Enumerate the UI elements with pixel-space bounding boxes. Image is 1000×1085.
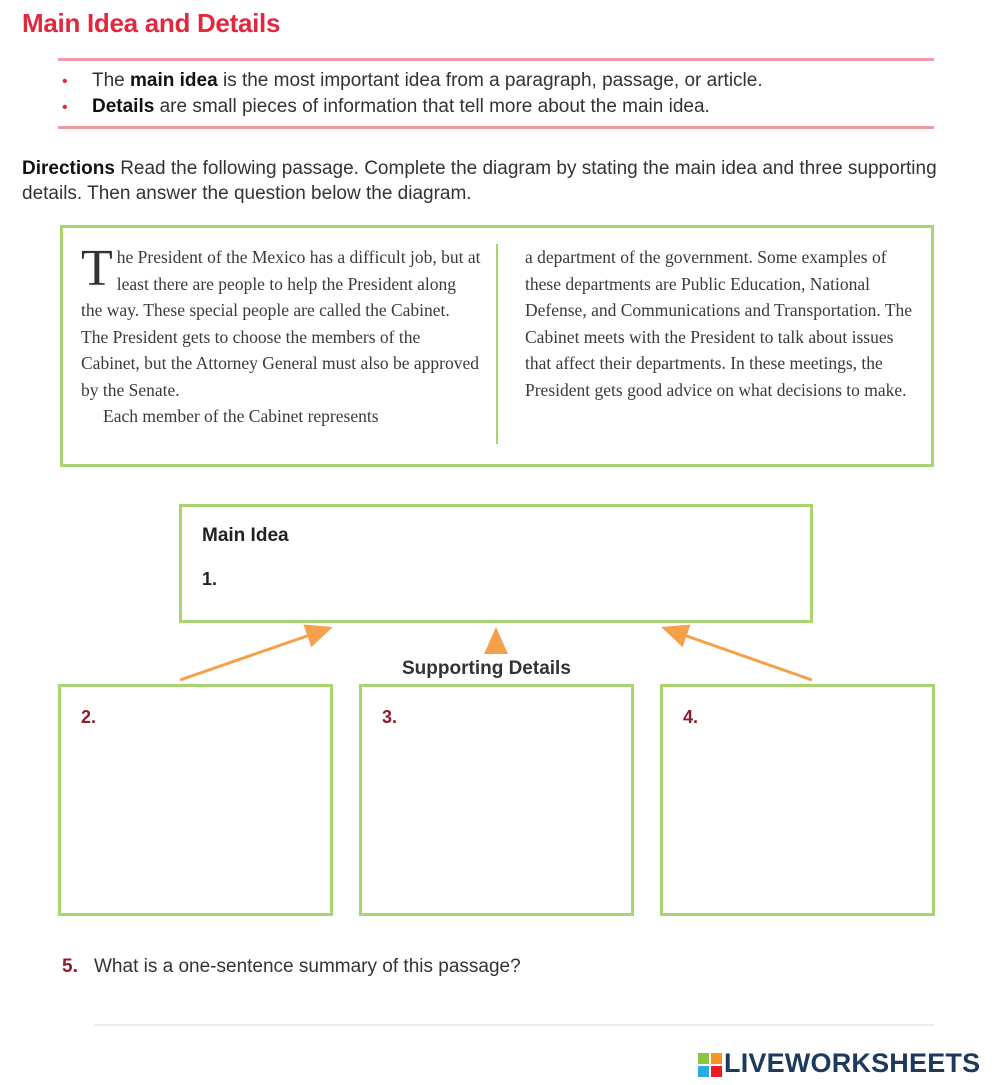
- liveworksheets-logo-icon: [698, 1053, 722, 1077]
- detail-box-2[interactable]: [58, 684, 333, 916]
- detail-number: 4.: [683, 707, 699, 727]
- answer-line[interactable]: [94, 1024, 934, 1026]
- brand-logo: [698, 1048, 980, 1079]
- bullet-main-idea: • The main idea is the most important idea from a paragraph, passage, or article.: [62, 70, 763, 91]
- main-idea-box[interactable]: [179, 504, 813, 623]
- bullet-details: • Details are small pieces of information that tell more about the main idea.: [62, 96, 710, 117]
- question-number: 5.: [62, 956, 78, 977]
- detail-number: 2.: [81, 707, 97, 727]
- detail-box-4[interactable]: [660, 684, 935, 916]
- detail-number: 3.: [382, 707, 398, 727]
- question-5: [62, 956, 521, 978]
- directions-text: Read the following passage. Complete the diagram by stating the main idea and three supporting details. Then answer the question below the diagram.: [22, 158, 937, 204]
- bold-term: main idea: [130, 70, 218, 91]
- brand-name: LIVEWORKSHEETS: [724, 1048, 981, 1078]
- arrow-left: [180, 628, 330, 680]
- bullet-dot-icon: •: [62, 99, 68, 116]
- arrow-right: [664, 628, 812, 680]
- supporting-details-label: Supporting Details: [402, 658, 571, 679]
- page-title: Main Idea and Details: [22, 8, 281, 38]
- directions-label: Directions: [22, 158, 115, 179]
- bullet-dot-icon: •: [62, 73, 68, 90]
- question-text: What is a one-sentence summary of this passage?: [94, 956, 521, 977]
- main-idea-number: 1.: [202, 569, 218, 589]
- passage-text-left-2: Each member of the Cabinet represents: [103, 406, 379, 426]
- drop-cap: T: [81, 240, 113, 297]
- main-idea-label: Main Idea: [202, 525, 289, 546]
- detail-box-3[interactable]: [359, 684, 634, 916]
- passage-text-right: a department of the government. Some examples of these departments are Public Education, National Defense, and Communications and Transportation. The Cabinet meets with the President to talk about issues that affect their departments. In these meetings, the President gets good advice on what decisions to make.: [525, 247, 913, 400]
- bold-term: Details: [92, 96, 155, 117]
- passage-text-left: he President of the Mexico has a difficult job, but at least there are people to help the President along the way. These special people are called the Cabinet. The President gets to choose the members of the Cabinet, but the Attorney General must also be approved by the Senate.: [81, 247, 481, 400]
